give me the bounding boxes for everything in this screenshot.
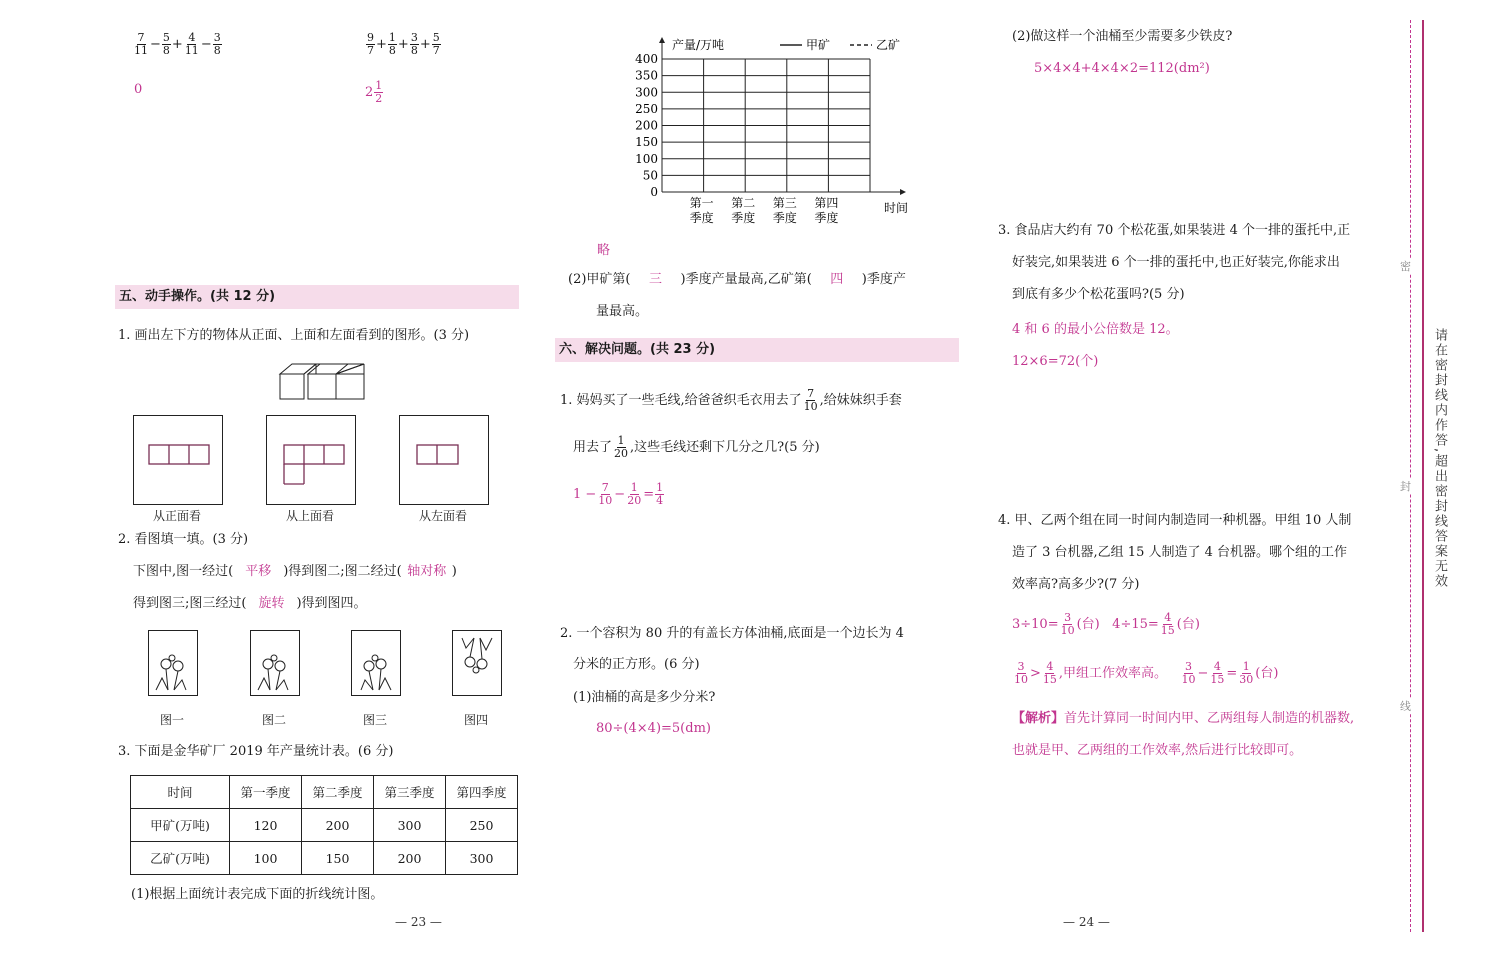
top-view-label: 从上面看 <box>285 509 334 523</box>
table-cell: 200 <box>302 809 374 842</box>
s6-q1-line2: 用去了 $\frac{1}{20}$ ,这些毛线还剩下几分之几?(5 分) <box>573 434 820 460</box>
s6-q1-answer: 1 − $\frac{7}{10}$ − $\frac{1}{20}$ = $\frac{1}{4}$ <box>573 481 664 507</box>
y-tick-label: 350 <box>635 68 658 83</box>
s5-q2-line2: 得到图三;图三经过( 旋转 )得到图四。 <box>133 596 367 611</box>
x-tick-label: 季度 <box>689 211 714 225</box>
x-tick-label: 第三 <box>772 196 797 210</box>
legend-label: 甲矿 <box>806 38 831 52</box>
s6-q4-analysis-2: 也就是甲、乙两组的工作效率,然后进行比较即可。 <box>1012 743 1303 758</box>
y-tick-label: 150 <box>635 135 658 150</box>
s6-q3-answer1: 4 和 6 的最小公倍数是 12。 <box>1012 322 1179 337</box>
table-cell: 250 <box>446 809 518 842</box>
table-cell: 甲矿(万吨) <box>131 809 230 842</box>
s5-q2-text: 2. 看图填一填。(3 分) <box>118 532 249 547</box>
y-tick-label: 200 <box>635 118 658 133</box>
s5-q3-text: 3. 下面是金华矿厂 2019 年产量统计表。(6 分) <box>118 744 394 759</box>
seal-mark-1: 密 <box>1400 260 1411 273</box>
s6-q3-answer2: 12×6=72(个) <box>1012 354 1099 369</box>
table-header: 第一季度 <box>230 776 302 809</box>
section-5-title: 五、动手操作。(共 12 分) <box>115 285 519 309</box>
flower-1-icon <box>152 654 192 694</box>
top-view-drawing <box>283 444 347 486</box>
table-row <box>131 842 518 875</box>
left-view-drawing <box>416 444 460 466</box>
figure-3-label: 图三 <box>362 713 387 727</box>
s6-q3-line3: 到底有多少个松花蛋吗?(5 分) <box>1012 287 1185 302</box>
calc-answer-1: 0 <box>134 82 143 97</box>
table-cell: 200 <box>374 842 446 875</box>
seal-line-solid <box>1422 20 1424 932</box>
flower-3-icon <box>355 654 395 694</box>
y-axis-arrow <box>659 37 665 43</box>
calc-answer-2: 2 $\frac{1}{2}$ <box>365 79 383 105</box>
x-axis-arrow <box>900 189 906 195</box>
seal-notice: 请在密封线内作答,超出密封线答案无效 <box>1432 328 1447 590</box>
s6-q4-answer2: $\frac{3}{10}$ > $\frac{4}{15}$ ,甲组工作效率高。 $\frac{3}{10}$ − $\frac{4}{15}$ = $\frac{1}{30}$ (台) <box>1014 660 1279 686</box>
table-header: 第二季度 <box>302 776 374 809</box>
s6-q2-answer1: 80÷(4×4)=5(dm) <box>596 721 711 736</box>
front-view-drawing <box>148 444 210 466</box>
y-tick-label: 0 <box>650 185 658 199</box>
s5-q2-line1: 下图中,图一经过( 平移 )得到图二;图二经过( 轴对称 ) <box>133 564 457 579</box>
table-header: 时间 <box>131 776 230 809</box>
x-tick-label: 季度 <box>731 211 756 225</box>
table-header: 第三季度 <box>374 776 446 809</box>
page-number-left: — 23 — <box>395 915 442 929</box>
table-row <box>131 809 518 842</box>
table-header: 第四季度 <box>446 776 518 809</box>
s6-q1-line1: 1. 妈妈买了一些毛线,给爸爸织毛衣用去了 $\frac{7}{10}$ ,给妹妹织手套 <box>560 387 902 413</box>
table-cell: 300 <box>374 809 446 842</box>
table-cell: 100 <box>230 842 302 875</box>
table-cell: 300 <box>446 842 518 875</box>
y-tick-label: 50 <box>642 168 658 183</box>
line-chart <box>610 26 930 231</box>
x-axis-label: 时间 <box>884 201 909 215</box>
flower-4-icon <box>456 634 496 674</box>
left-view-label: 从左面看 <box>418 509 467 523</box>
s6-q2-line1: 2. 一个容积为 80 升的有盖长方体油桶,底面是一个边长为 4 <box>560 626 904 641</box>
page-number-right: — 24 — <box>1063 915 1110 929</box>
s5-q1-text: 1. 画出左下方的物体从正面、上面和左面看到的图形。(3 分) <box>118 328 470 343</box>
s6-q3-line1: 3. 食品店大约有 70 个松花蛋,如果装进 4 个一排的蛋托中,正 <box>998 223 1351 238</box>
s6-q2-sub1: (1)油桶的高是多少分米? <box>573 690 716 705</box>
s6-q2-answer2: 5×4×4+4×4×2=112(dm²) <box>1034 61 1210 76</box>
section-6-title: 六、解决问题。(共 23 分) <box>555 338 959 362</box>
x-tick-label: 第一 <box>689 196 714 210</box>
x-tick-label: 季度 <box>772 211 797 225</box>
s6-q4-answer1: 3÷10= $\frac{3}{10}$ (台) 4÷15= $\frac{4}{15}$ (台) <box>1012 611 1200 637</box>
y-tick-label: 300 <box>635 85 658 100</box>
calc-expr-2: $\frac{9}{7}$ + $\frac{1}{8}$ + $\frac{3}{8}$ + $\frac{5}{7}$ <box>367 31 440 57</box>
q3-sub2-line1: (2)甲矿第( 三 )季度产量最高,乙矿第( 四 )季度产 <box>568 272 906 287</box>
production-table <box>130 775 518 875</box>
figure-1-label: 图一 <box>159 713 184 727</box>
q3-sub2-line2: 量最高。 <box>596 304 649 319</box>
table-cell: 150 <box>302 842 374 875</box>
s6-q3-line2: 好装完,如果装进 6 个一排的蛋托中,也正好装完,你能求出 <box>1012 255 1340 270</box>
y-tick-label: 400 <box>635 52 658 66</box>
s6-q2-line2: 分米的正方形。(6 分) <box>573 657 700 672</box>
figure-4-label: 图四 <box>463 713 488 727</box>
cubes-figure <box>278 360 368 402</box>
seal-mark-3: 线 <box>1400 700 1411 713</box>
chart-answer: 略 <box>597 243 611 258</box>
x-tick-label: 第二 <box>731 196 756 210</box>
figure-2-label: 图二 <box>261 713 286 727</box>
seal-mark-2: 封 <box>1400 480 1411 493</box>
table-cell: 乙矿(万吨) <box>131 842 230 875</box>
table-cell: 120 <box>230 809 302 842</box>
y-tick-label: 250 <box>635 101 658 116</box>
x-tick-label: 季度 <box>814 211 839 225</box>
y-axis-label: 产量/万吨 <box>672 38 725 52</box>
flower-2-icon <box>254 654 294 694</box>
front-view-label: 从正面看 <box>152 509 201 523</box>
seal-line-dotted <box>1410 20 1411 932</box>
s6-q4-line3: 效率高?高多少?(7 分) <box>1012 577 1140 592</box>
s6-q4-line2: 造了 3 台机器,乙组 15 人制造了 4 台机器。哪个组的工作 <box>1012 545 1348 560</box>
s5-q3-sub1: (1)根据上面统计表完成下面的折线统计图。 <box>131 887 384 902</box>
legend-label: 乙矿 <box>876 38 901 52</box>
s6-q4-analysis-1: 【解析】首先计算同一时间内甲、乙两组每人制造的机器数, <box>1012 711 1355 726</box>
y-tick-label: 100 <box>635 151 658 166</box>
s6-q4-line1: 4. 甲、乙两个组在同一时间内制造同一种机器。甲组 10 人制 <box>998 513 1352 528</box>
calc-expr-1: $\frac{7}{11}$ − $\frac{5}{8}$ + $\frac{4}{11}$ − $\frac{3}{8}$ <box>134 31 221 57</box>
x-tick-label: 第四 <box>814 196 839 210</box>
s6-q2-sub2: (2)做这样一个油桶至少需要多少铁皮? <box>1012 29 1233 44</box>
